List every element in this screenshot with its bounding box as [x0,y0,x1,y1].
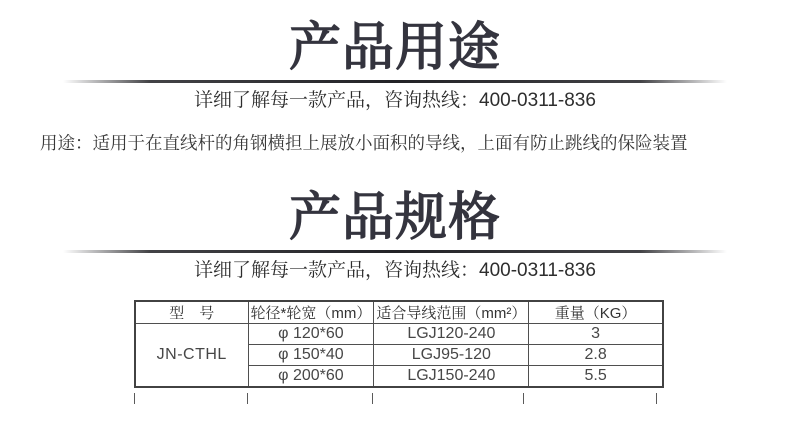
table-border-stub [523,393,524,404]
hotline-text: 详细了解每一款产品，咨询热线：400-0311-836 [194,90,596,111]
hotline-text: 详细了解每一款产品，咨询热线：400-0311-836 [194,260,596,281]
table-border-stub [372,393,373,404]
table-cell-weight: 5.5 [529,366,663,387]
table-cell-wheel-size: φ 120*60 [248,324,374,345]
table-border-stub [134,393,135,404]
table-cell-wire-range: LGJ120-240 [374,324,529,345]
table-border-stub [656,393,657,404]
specs-table [134,300,664,388]
table-header-row [135,301,663,324]
table-header-weight: 重量（KG） [529,301,663,324]
table-cell-wheel-size: φ 200*60 [248,366,374,387]
table-cell-wheel-size: φ 150*40 [248,345,374,366]
table-cell-wire-range: LGJ150-240 [374,366,529,387]
table-row [135,324,663,345]
specs-section-title: 产品规格 [288,189,501,247]
table-header-model: 型 号 [135,301,248,324]
table-cell-weight: 3 [529,324,663,345]
usage-section-title: 产品用途 [288,19,501,77]
table-header-wheel-size: 轮径*轮宽（mm） [248,301,374,324]
table-header-wire-range: 适合导线范围（mm²） [374,301,529,324]
usage-description: 用途：适用于在直线杆的角钢横担上展放小面积的导线，上面有防止跳线的保险装置 [40,133,688,153]
table-cell-wire-range: LGJ95-120 [374,345,529,366]
table-border-stub [247,393,248,404]
table-cell-model: JN-CTHL [135,324,248,387]
divider-line [63,80,727,83]
divider-line [63,250,727,253]
table-cell-weight: 2.8 [529,345,663,366]
